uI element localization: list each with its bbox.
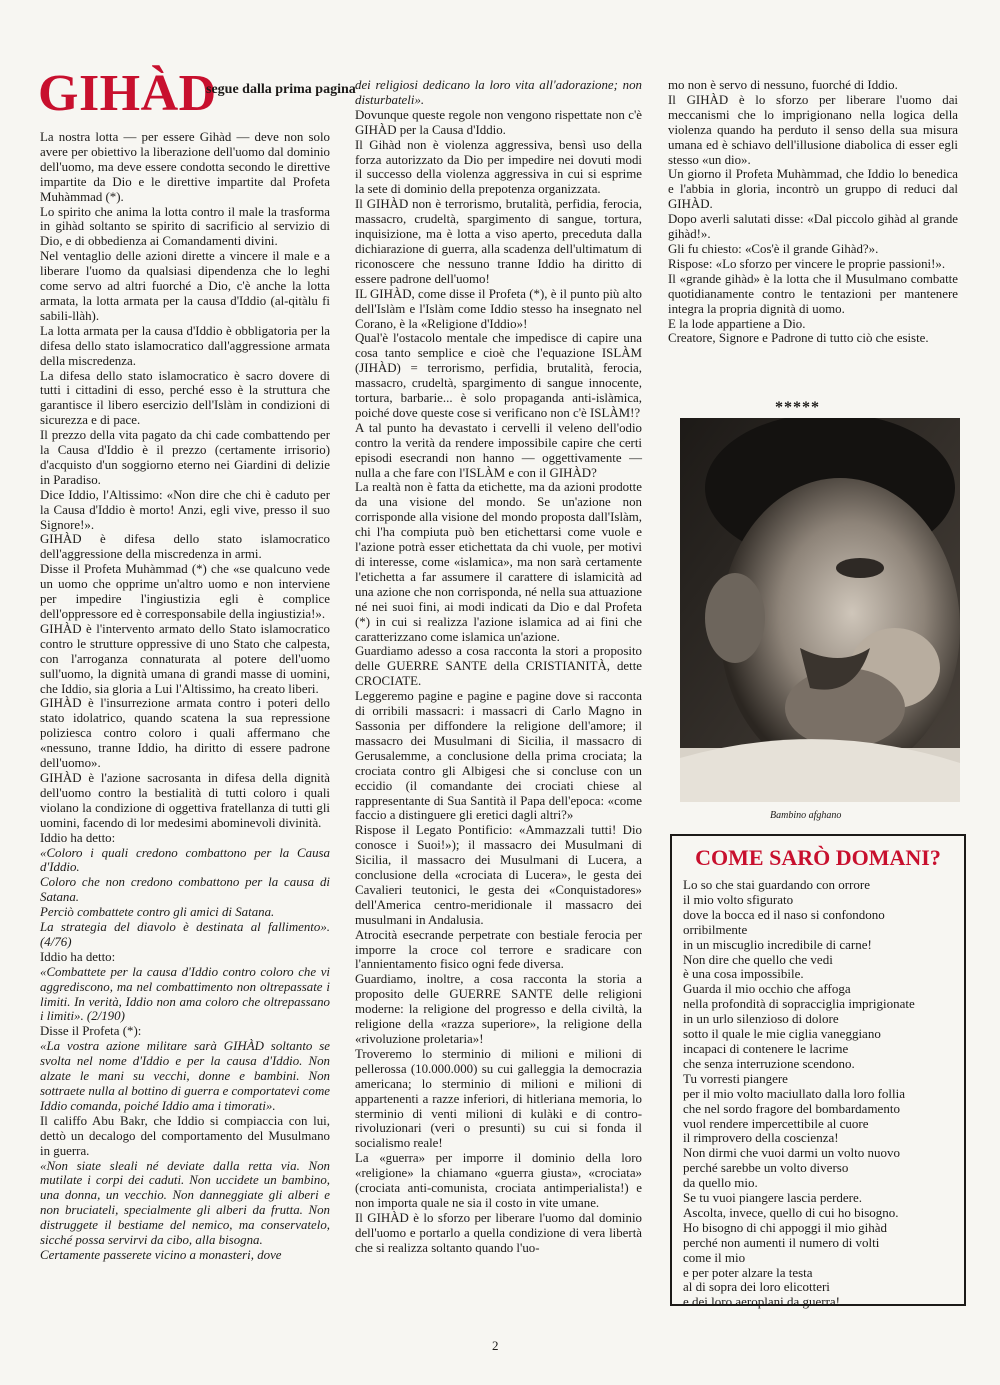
paragraph: IL GIHÀD, come disse il Profeta (*), è il punto più alto dell'Islàm e l'Islàm come Iddio stesso ha insegnato nel Corano, è la «Religione d'Iddio»!: [355, 286, 642, 331]
paragraph: Iddio ha detto:: [40, 949, 116, 964]
poem-line: in un urlo silenzioso di dolore: [683, 1011, 839, 1027]
paragraph: Atrocità esecrande perpetrate con bestiale ferocia per imporre la croce col terrore e sradicare con l'annientamento fisico ogni fede diversa.: [355, 927, 642, 972]
text-column-1: [40, 130, 330, 1263]
paragraph: La «guerra» per imporre il dominio della loro «religione» la chiamano «guerra giusta», «crociata» (crociata anti-comunista, crociata antimperialista!) e non importa quale ne sia il costo in vite umane.: [355, 1151, 642, 1210]
paragraph: La lotta armata per la causa d'Iddio è obbligatoria per la difesa dello stato islamocratico dall'aggressione armata della miscredenza.: [40, 323, 330, 368]
paragraph: dei religiosi dedicano la loro vita all'adorazione; non disturbateli».: [355, 78, 642, 107]
poem-line: e dei loro aeroplani da guerra!: [683, 1294, 841, 1310]
paragraph: Rispose: «Lo sforzo per vincere le proprie passioni!».: [668, 256, 946, 271]
paragraph: Il califfo Abu Bakr, che Iddio si compiaccia con lui, dettò un decalogo del comportamento del Musulmano in guerra.: [40, 1113, 330, 1158]
poem-line: dove la bocca ed il naso si confondono: [683, 906, 885, 922]
paragraph: Perciò combattete contro gli amici di Satana.: [40, 905, 275, 920]
paragraph: La strategia del diavolo è destinata al fallimento». (4/76): [40, 920, 330, 949]
paragraph: Qual'è l'ostacolo mentale che impedisce di capire una cosa tanto semplice e cioè che l'equazione ISLÀM (JIHÀD) = terrorismo, perfidia, brutalità, ferocia, massacro, crudeltà, spargimento di sangue innocente, tortura, barbarie... è solo propaganda anti-islàmica, poiché dove queste cose si verificano non c'è ISLÀM!?: [355, 331, 642, 420]
paragraph: La difesa dello stato islamocratico è sacro dovere di tutti i cittadini di esso, perché esso è la struttura che garantisce il libero esercizio dell'Islàm in condizioni di sicurezza e di pace.: [40, 368, 330, 428]
paragraph: Dovunque queste regole non vengono rispettate non c'è GIHÀD per la Causa d'Iddio.: [355, 107, 642, 137]
paragraph: Guardiamo adesso a cosa racconta la stori a proposito delle GUERRE SANTE della CRISTIANITÀ, dette CROCIATE.: [355, 644, 642, 689]
paragraph: Il GIHÀD è lo sforzo per liberare l'uomo dai meccanismi che lo imprigionano nella logica della violenza quando ha perduto il senso della sua misura umana ed è schiavo dell'illusione diabolica di esser egli stesso «un dio».: [668, 92, 958, 167]
poem-line: incapaci di contenere le lacrime: [683, 1040, 849, 1056]
paragraph: Disse il Profeta Muhàmmad (*) che «se qualcuno vede un uomo che opprime un'altro uomo e non interviene per impedire l'ingiustizia egli è complice dell'oppressore ed è corresponsabile della ingiustizia!».: [40, 562, 330, 621]
paragraph: GIHÀD è difesa dello stato islamocratico dell'aggressione della miscredenza in armi.: [40, 532, 330, 562]
poem-line: vuol rendere impercettibile al cuore: [683, 1115, 869, 1131]
poem-title: COME SARÒ DOMANI?: [695, 845, 941, 870]
poem-line: perché sarebbe un volto diverso: [683, 1160, 849, 1176]
poem-line: che nel sordo fragore del bombardamento: [683, 1100, 900, 1116]
text-column-2: [355, 78, 642, 1256]
paragraph: Il GIHÀD non è terrorismo, brutalità, perfidia, ferocia, massacro, crudeltà, spargimento di sangue, tortura, inquisizione, ma è lotta a viso aperto, preceduta dalla dichiarazione di guerra, alla scadenza dell'ultimatum di riconoscere che nessuno tranne Iddio ha diritto di essere padrone dell'uomo!: [355, 197, 642, 286]
poem-line: nella profondità di sopracciglia imprigionate: [683, 996, 915, 1012]
section-separator: *****: [775, 399, 820, 416]
poem-line: Tu vorresti piangere: [683, 1070, 788, 1086]
poem-line: il rimprovero della coscienza!: [683, 1130, 839, 1146]
photo-caption: Bambino afghano: [770, 810, 842, 821]
paragraph: «La vostra azione militare sarà GIHÀD soltanto se svolta nel nome d'Iddio e per la causa d'Iddio. Non alzate le mani su vecchi, donne e bambini. Non sottraete nulla al bottino di guerra e comportatevi come Iddio comanda, poiché Iddio ama i timorati».: [40, 1039, 330, 1113]
paragraph: «Combattete per la causa d'Iddio contro coloro che vi aggrediscono, ma nel combattimento non oltrepassate i limiti. In verità, Iddio non ama coloro che oltrepassano i limiti». (2/190): [40, 964, 330, 1024]
poem-line: che senza interruzione scendono.: [683, 1055, 855, 1071]
paragraph: mo non è servo di nessuno, fuorché di Iddio.: [668, 78, 898, 92]
poem-line: il mio volto sfigurato: [683, 891, 794, 907]
paragraph: Un giorno il Profeta Muhàmmad, che Iddio lo benedica e l'abbia in gloria, incontrò un gruppo di reduci dal GIHÀD.: [668, 167, 958, 212]
paragraph: «Non siate sleali né deviate dalla retta via. Non mutilate i corpi dei caduti. Non uccidete un bambino, una donna, un vecchio. Non danneggiate gli alberi e non bruciateli, specialmente gli alberi da frutta. Non distruggete il bestiame del nemico, ma conservatelo, sicché possa servirvi da cibo, alla bisogna.: [40, 1158, 330, 1248]
paragraph: Iddio ha detto:: [40, 830, 116, 845]
paragraph: Rispose il Legato Pontificio: «Ammazzali tutti! Dio conosce i Suoi!»); il massacro dei Musulmani di Sicilia, il massacro dei Musulmani di Lucera, a conclusione della «crociata di Lucera», le gesta dei Cavalieri teutonici, le gesta dei «Conquistadores» dell'America centro-meridionale il massacro dei musulmani in Andalusia.: [355, 823, 642, 927]
paragraph: Il prezzo della vita pagato da chi cade combattendo per la Causa d'Iddio è il prezzo (certamente irrisorio) d'acquisto d'un soggiorno eterno nei Giardini di delizie in Paradiso.: [40, 428, 330, 487]
poem-box: [670, 834, 966, 1310]
poem-line: sotto il quale le mie ciglia vaneggiano: [683, 1026, 881, 1042]
paragraph: Il «grande gihàd» è la lotta che il Musulmano combatte quotidianamente contro le tentazioni per mantenere integra la propria dignità di uomo.: [668, 271, 958, 316]
poem-line: Guarda il mio occhio che affoga: [683, 981, 851, 997]
poem-line: Non dire che quello che vedi: [683, 951, 833, 967]
poem-line: al di sopra dei loro elicotteri: [683, 1279, 830, 1295]
paragraph: Dice Iddio, l'Altissimo: «Non dire che chi è caduto per la Causa d'Iddio è morto! Anzi, egli vive, presso il suo Signore!».: [40, 487, 330, 532]
article-subtitle: segue dalla prima pagina: [206, 82, 356, 97]
poem-line: per il mio volto maciullato dalla loro follia: [683, 1085, 906, 1101]
paragraph: Certamente passerete vicino a monasteri, dove: [40, 1247, 282, 1262]
poem-line: Lo so che stai guardando con orrore: [683, 877, 870, 892]
paragraph: Il GIHÀD è lo sforzo per liberare l'uomo dal dominio dell'uomo e portarlo a quella condizione di vera libertà che si realizza soltanto quando l'uo-: [355, 1210, 642, 1255]
paragraph: La nostra lotta — per essere Gihàd — deve non solo avere per obiettivo la liberazione dell'uomo dal dominio dell'uomo, ma deve essere condotta secondo le direttive impartite da Dio e le direttive impartite dal Profeta Muhàmmad (*).: [40, 130, 330, 204]
paragraph: GIHÀD è l'insurrezione armata contro i poteri dello stato idolatrico, quando scatena la sua repressione poliziesca contro coloro i quali affermano che «nessuno, tranne Iddio, ha diritto di essere padrone dell'uomo».: [40, 696, 330, 771]
poem-line: orribilmente: [683, 921, 748, 937]
poem-line: e per poter alzare la testa: [683, 1264, 813, 1280]
paragraph: A tal punto ha devastato i cervelli il veleno dell'odio contro la verità da rendere impossibile capire che certi episodi esecrandi non hanno — oggettivamente — nulla a che fare con l'ISLÀM e con il GIHÀD?: [355, 420, 642, 480]
paragraph: Lo spirito che anima la lotta contro il male la trasforma in gihàd soltanto se spirito di sacrificio al servizio di Dio, e di obbedienza ai Comandamenti divini.: [40, 204, 330, 249]
paragraph: Dopo averli salutati disse: «Dal piccolo gihàd al grande gihàd!».: [668, 212, 958, 242]
poem-line: da quello mio.: [683, 1175, 758, 1191]
photo-afghan-child: [680, 418, 960, 802]
paragraph: La realtà non è fatta da etichette, ma da azioni prodotte da una visione del mondo. Se un'azione non corrisponde alla visione del mondo proposta dall'Islàm, chi l'ha compiuta può ben etichettarsi come vuole e l'azione potrà esser etichettata da chi vuole, per motivi di interesse, come «islamica», ma non sarà certamente l'etichetta a far assumere il carattere di islamicità ad una azione che non corrisponda, né nella sua attuazione né nei suoi fini, ai modi indicati da Dio e dal Profeta (*) in cui si realizza l'azione islamica ad ai fini che caratterizzano come islamica un'azione.: [355, 480, 642, 644]
paragraph: GIHÀD è l'azione sacrosanta in difesa della dignità dell'uomo contro la bestialità di tutti coloro i quali violano la condizione di oggettiva fratellanza di tutti gli uomini, facendo di lor medesimi abominevoli divinità.: [40, 770, 330, 830]
poem-line: Ascolta, invece, quello di cui ho bisogno.: [683, 1204, 899, 1220]
paragraph: Nel ventaglio delle azioni dirette a vincere il male e a liberare l'uomo da qualsiasi dipendenza che lo leghi come servo ad altri fuorché a Dio, c'è anche la lotta armata, la lotta armata per la causa d'Iddio (al-qitàlu fi sabili-llàh).: [40, 249, 330, 323]
page-number: 2: [492, 1338, 499, 1353]
paragraph: Disse il Profeta (*):: [40, 1024, 142, 1039]
paragraph: Coloro che non credono combattono per la causa di Satana.: [40, 875, 330, 905]
poem-line: in un miscuglio incredibile di carne!: [683, 936, 872, 952]
poem-line: perché non aumenti il numero di volti: [683, 1234, 880, 1250]
photo-placeholder-graphic: [680, 418, 960, 802]
poem-line: Se tu vuoi piangere lascia perdere.: [683, 1190, 863, 1206]
poem-line: è una cosa impossibile.: [683, 966, 804, 982]
text-column-3: [668, 78, 958, 346]
paragraph: Gli fu chiesto: «Cos'è il grande Gihàd?».: [668, 241, 879, 256]
poem-line: come il mio: [683, 1249, 746, 1265]
poem-line: Non dirmi che vuoi darmi un volto nuovo: [683, 1145, 901, 1161]
paragraph: «Coloro i quali credono combattono per la Causa d'Iddio.: [40, 845, 330, 875]
paragraph: E la lode appartiene a Dio.: [668, 316, 806, 331]
poem-line: Ho bisogno di chi appoggi il mio gihàd: [683, 1219, 888, 1235]
paragraph: Leggeremo pagine e pagine e pagine dove si racconta di orribili massacri: i massacri di Carlo Magno in Sassonia per diffondere la religione dell'amore; il massacro dei Musulmani di Sicilia, il massacro di Gerusalemme, a conclusione della prima crociata; la crociata contro gli Albigesi che si concluse con un eccidio (il comandante dei crociati chiese al rappresentante di Sua Santità il Papa dell'epoca: «come faccio a distinguere gli eretici dagli altri?»: [355, 689, 642, 823]
paragraph: GIHÀD è l'intervento armato dello Stato islamocratico contro le strutture oppressive di uno Stato che calpesta, con l'arroganza connaturata al potere dell'uomo sull'uomo, la dignità umana di grandi masse di uomini, che Iddio, sia gloria a Lui l'Altissimo, ha creato liberi.: [40, 621, 330, 696]
paragraph: Guardiamo, inoltre, a cosa racconta la storia a proposito delle GUERRE SANTE delle religioni moderne: la religione del progresso e della civiltà, la religione della «razza superiore», la religione della «rivoluzione proletaria»!: [355, 972, 642, 1046]
article-title: GIHÀD: [38, 65, 217, 122]
paragraph: Creatore, Signore e Padrone di tutto ciò che esiste.: [668, 331, 929, 346]
paragraph: Troveremo lo sterminio di milioni e milioni di pellerossa (10.000.000) su cui galleggia la democrazia americana; lo sterminio di milioni e milioni di appartenenti a razze inferiori, di hitleriana memoria, lo sterminio di venti milioni di kulàki e di contro-rivoluzionari (veri o presunti) su cui si fonda il socialismo reale!: [355, 1046, 642, 1151]
paragraph: Il Gihàd non è violenza aggressiva, bensì uso della forza autorizzato da Dio per impedire nei dovuti modi il successo della violenza aggressiva in cui si esprime la sete di dominio della prepotenza organizzata.: [355, 137, 642, 197]
poem-text: [683, 878, 961, 1310]
